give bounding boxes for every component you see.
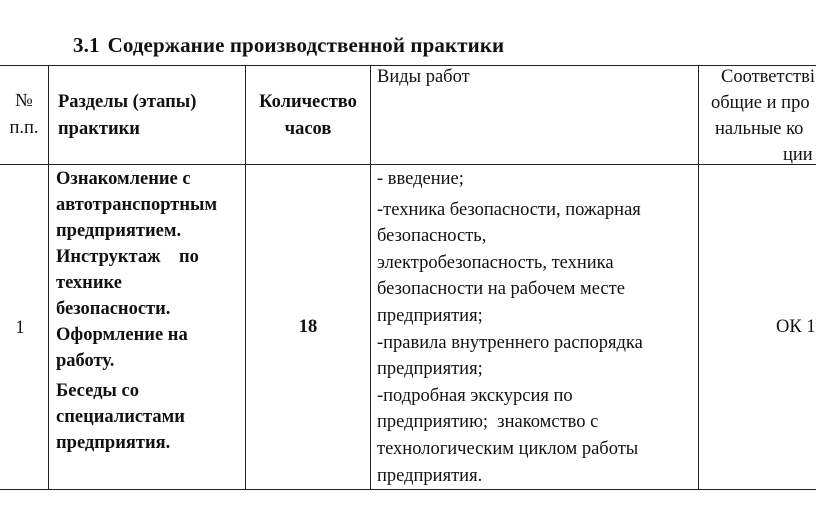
row-works-line: предприятия. — [377, 465, 483, 486]
header-sections-line-2: практики — [58, 119, 140, 139]
row-works-line: безопасности на рабочем месте — [377, 279, 625, 300]
header-works-line-1: Виды работ — [377, 67, 470, 87]
header-hours-line-1: Количество — [259, 92, 357, 112]
row-sections-line: работу. — [56, 351, 115, 371]
row-works-line: предприятия; — [377, 305, 483, 326]
row-works-line: - введение; — [377, 169, 464, 189]
header-num — [0, 88, 48, 142]
row-works-line: -техника безопасности, пожарная — [377, 199, 641, 220]
row-works-line: предприятию; знакомство с — [377, 412, 599, 433]
table-bottom-border — [0, 489, 816, 490]
row-sections-line: предприятия. — [56, 433, 171, 453]
row-competencies — [699, 314, 816, 341]
header-sections — [58, 89, 196, 143]
header-competencies-line-1: Соответстві — [721, 67, 815, 87]
header-works — [377, 64, 470, 91]
section-title-text: Содержание производственной практики — [107, 33, 505, 57]
header-competencies — [699, 64, 816, 168]
row-works-line: предприятия; — [377, 359, 483, 380]
row-works-line: технологическим циклом работы — [377, 438, 639, 459]
row-sections-line: Оформление на — [56, 325, 188, 345]
header-hours — [246, 89, 370, 143]
header-sections-line-1: Разделы (этапы) — [58, 92, 197, 112]
header-num-line-1: № — [15, 91, 33, 111]
header-competencies-line-4: ции — [783, 145, 813, 165]
header-competencies-line-3: нальные ко — [715, 119, 804, 139]
row-competencies-value: ОК 1 — [776, 317, 816, 337]
row-works-line: электробезопасность, техника — [377, 252, 614, 273]
row-sections — [56, 166, 217, 456]
row-works-line: -правила внутреннего распорядка — [377, 332, 643, 353]
header-hours-line-2: часов — [284, 119, 332, 139]
table-header-separator — [0, 164, 816, 165]
row-sections-line: специалистами — [56, 407, 185, 427]
row-hours — [246, 314, 370, 341]
column-divider-3 — [370, 65, 371, 490]
row-works — [377, 166, 643, 489]
row-works-line: -подробная экскурсия по — [377, 385, 573, 406]
header-num-line-2: п.п. — [9, 118, 39, 138]
row-num — [0, 315, 40, 342]
row-works-line: безопасность, — [377, 226, 487, 247]
row-sections-line: технике — [56, 273, 122, 293]
row-sections-line: автотранспортным — [56, 195, 218, 215]
row-sections-line: Беседы со — [56, 381, 139, 401]
row-sections-line: предприятием. — [56, 221, 182, 241]
column-divider-1 — [48, 65, 49, 490]
header-competencies-line-2: общие и про — [711, 93, 810, 113]
row-sections-line: Инструктаж по — [56, 247, 199, 267]
row-sections-line: безопасности. — [56, 299, 171, 319]
row-hours-value: 18 — [298, 317, 318, 337]
section-number: 3.1 — [73, 33, 100, 57]
row-sections-line: Ознакомление с — [56, 169, 191, 189]
section-title — [73, 33, 504, 58]
row-num-value: 1 — [15, 318, 25, 338]
